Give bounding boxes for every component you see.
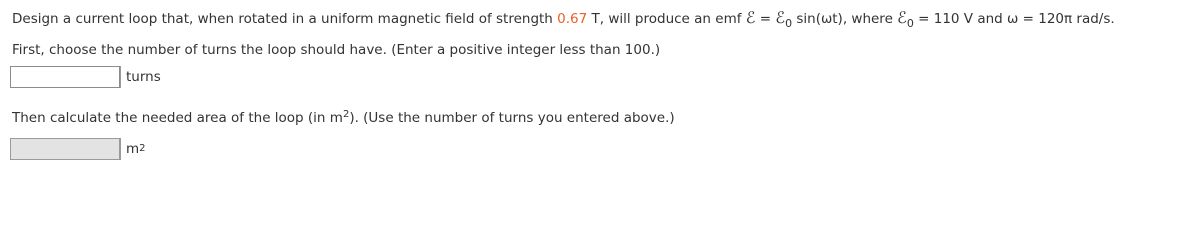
part2-instruction (12, 110, 675, 126)
problem-intro: Design a current loop that, when rotated in a uniform magnetic field of strength (12, 11, 558, 27)
emf0-symbol: ℰ (775, 8, 786, 27)
turns-input[interactable] (10, 66, 120, 88)
turns-answer-row (10, 66, 161, 88)
emf0-value-text: = 110 V and ω = 120π rad/s. (913, 11, 1115, 27)
area-input[interactable] (10, 138, 120, 160)
area-unit-label: m 2 (120, 138, 146, 160)
area-answer-row (10, 138, 146, 160)
equals-sign: = (755, 11, 776, 27)
sin-expression: sin(ωt), where (792, 11, 898, 27)
part2-instruction-after: ). (Use the number of turns you entered above.) (349, 110, 675, 126)
area-unit-base: m (126, 141, 140, 157)
emf-symbol: ℰ (745, 8, 756, 27)
emf0-subscript-second: 0 (906, 17, 914, 30)
emf0-symbol-second: ℰ (897, 8, 907, 27)
turns-unit-label: turns (120, 66, 161, 88)
field-strength-value: 0.67 (557, 11, 588, 27)
part1-instruction: First, choose the number of turns the loop should have. (Enter a positive integer less than 100.) (12, 42, 661, 58)
field-unit-text: T, will produce an emf (587, 11, 746, 27)
part2-instruction-superscript: 2 (342, 109, 350, 120)
emf0-subscript: 0 (785, 17, 793, 30)
problem-statement (12, 8, 1115, 30)
part2-instruction-before: Then calculate the needed area of the loop (in m (12, 110, 343, 126)
